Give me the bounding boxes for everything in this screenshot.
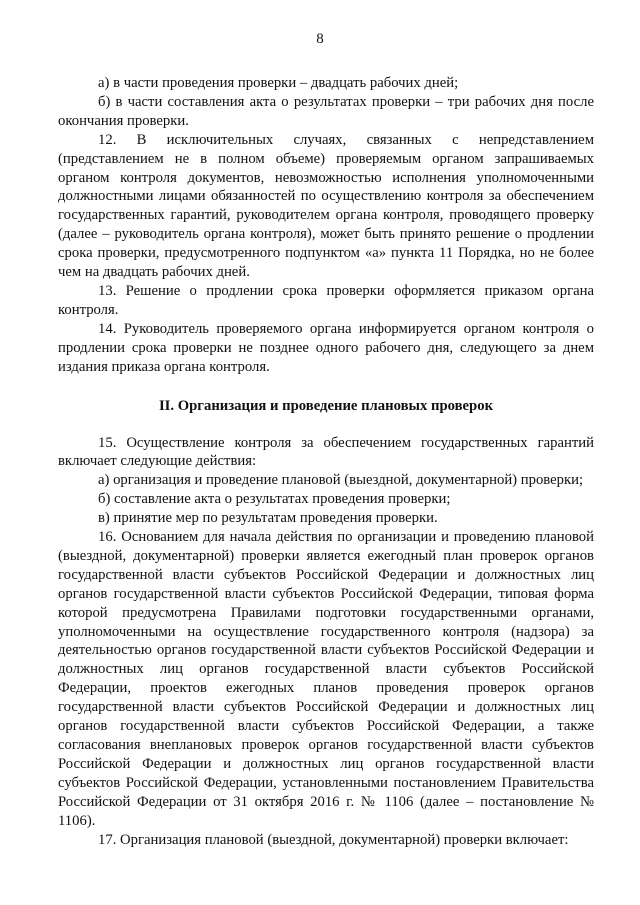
paragraph-15a: а) организация и проведение плановой (выездной, документарной) проверки;: [98, 472, 584, 489]
page-number: 8: [316, 31, 324, 47]
paragraph-15b: б) составление акта о результатах проведения проверки;: [98, 491, 451, 508]
paragraph-12: 12. В исключительных случаях, связанных с непредставлением (представлением не в полном объеме) проверяемым органом запрашиваемых органом контроля документов, невозможностью исполнения уполномоченными должностными лицами обязанностей по осуществлению контроля за обеспечением государственных гарантий, руководителем органа контроля, проводящего проверку (далее – руководитель органа контроля), может быть принято решение о продлении срока проверки, предусмотренного подпунктом «а» пункта 11 Порядка, но не более чем на двадцать рабочих дней.: [58, 131, 594, 281]
paragraph-13: 13. Решение о продлении срока проверки оформляется приказом органа контроля.: [58, 282, 594, 318]
section-heading: II. Организация и проведение плановых проверок: [158, 397, 494, 414]
paragraph-14: 14. Руководитель проверяемого органа информируется органом контроля о продлении срока проверки не позднее одного рабочего дня, следующего за днем издания приказа органа контроля.: [58, 320, 594, 375]
paragraph-17: 17. Организация плановой (выездной, документарной) проверки включает:: [98, 831, 569, 848]
paragraph-11b: б) в части составления акта о результатах проверки – три рабочих дня после окончания проверки.: [58, 93, 594, 129]
document-body: [58, 74, 594, 849]
paragraph-15c: в) принятие мер по результатам проведения проверки.: [98, 510, 438, 527]
paragraph-15: 15. Осуществление контроля за обеспечением государственных гарантий включает следующие действия:: [58, 434, 594, 470]
paragraph-16: 16. Основанием для начала действия по организации и проведению плановой (выездной, документарной) проверки является ежегодный план проверок органов государственной власти субъектов Российской Федерации и должностных лиц органов государственной власти субъектов Российской Федерации, типовая форма которой предусмотрена Правилами подготовки государственными органами, уполномоченными на осуществление государственного контроля (надзора) за деятельностью органов государственной власти субъектов Российской Федерации и должностных лиц органов государственной власти субъектов Российской Федерации, проектов ежегодных планов проведения проверок органов государственной власти субъектов Российской Федерации и должностных лиц органов государственной власти субъектов Российской Федерации, а также согласования внеплановых проверок органов государственной власти субъектов Российской Федерации и должностных лиц органов государственной власти субъектов Российской Федерации, установленными постановлением Правительства Российской Федерации от 31 октября 2016 г. № 1106 (далее – постановление № 1106).: [58, 529, 594, 829]
paragraph-11a: а) в части проведения проверки – двадцать рабочих дней;: [98, 75, 459, 91]
